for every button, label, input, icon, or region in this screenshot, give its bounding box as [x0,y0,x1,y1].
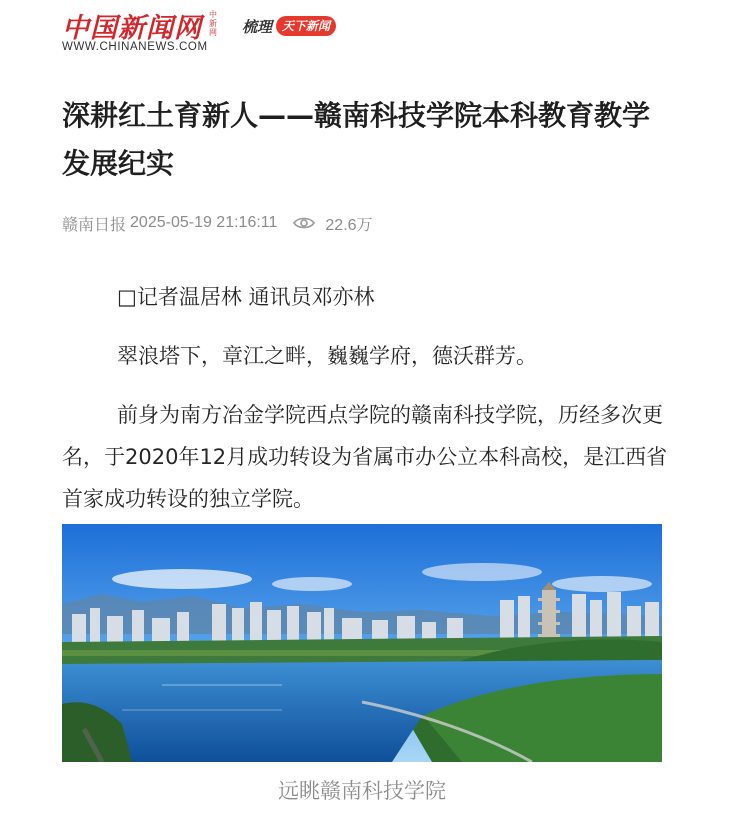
site-logo-short: 中新网 [209,10,217,37]
site-logo-domain: WWW.CHINANEWS.COM [62,41,208,53]
article-source: 赣南日报 [62,216,127,234]
article-datetime: 2025-05-19 21:16:11 [130,214,278,231]
article-paragraph: 前身为南方冶金学院西点学院的赣南科技学院，历经多次更名，于2020年12月成功转设为省属市办公立本科高校，是江西省首家成功转设的独立学院。 [62,403,668,511]
article-paragraph: 翠浪塔下，章江之畔，巍巍学府，德沃群芳。 [117,344,537,368]
article-title: 深耕红土育新人——赣南科技学院本科教育教学发展纪实 [62,99,651,180]
site-logo[interactable]: 中国新闻网 [62,13,202,44]
eye-icon [293,216,315,230]
article-meta [62,212,373,234]
image-caption: 远眺赣南科技学院 [278,779,446,803]
site-header [62,4,682,56]
article-image[interactable] [62,524,662,762]
site-slogan-badge: 天下新闻 [276,16,336,36]
article-paragraph: □记者温居林 通讯员邓亦林 [117,285,375,309]
site-slogan: 梳理 [242,18,273,36]
article-view-count: 22.6万 [325,216,373,234]
